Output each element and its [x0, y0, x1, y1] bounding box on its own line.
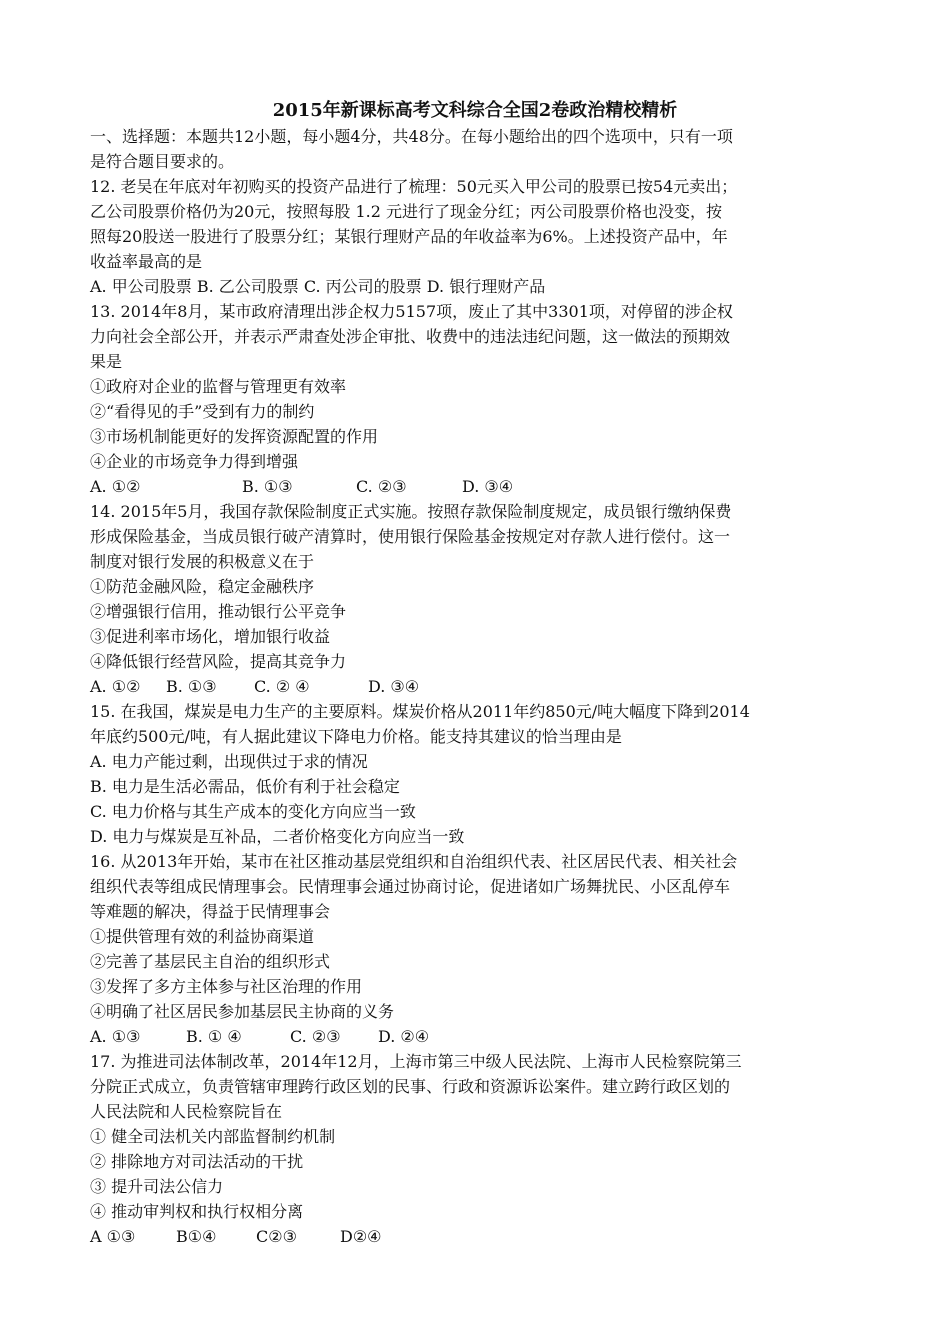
question-options — [90, 1224, 880, 1249]
statement-item: ③市场机制能更好的发挥资源配置的作用 — [90, 427, 379, 446]
question-stem-line: 15. 在我国，煤炭是电力生产的主要原料。煤炭价格从2011年约850元/吨大幅度下降到2014 — [90, 702, 750, 721]
option-b: B. ①③ — [166, 677, 217, 696]
question-stem-line: 13. 2014年8月，某市政府清理出涉企权力5157项，废止了其中3301项，对停留的涉企权 — [90, 302, 733, 321]
option-b: B. ①③ — [242, 477, 293, 496]
question-stem-line: 人民法院和人民检察院旨在 — [90, 1102, 283, 1121]
option-a: A. ①② — [90, 477, 141, 496]
option-b: B①④ — [176, 1227, 217, 1246]
text-line: 是符合题目要求的。 — [90, 152, 235, 171]
option-d: D. 电力与煤炭是互补品，二者价格变化方向应当一致 — [90, 827, 465, 846]
statement-item: ②增强银行信用，推动银行公平竞争 — [90, 602, 347, 621]
question-options — [90, 474, 880, 499]
instructions — [90, 124, 880, 174]
question-stem-line: 照每20股送一股进行了股票分红；某银行理财产品的年收益率为6%。上述投资产品中，年 — [90, 227, 728, 246]
question-stem-line: 12. 老吴在年底对年初购买的投资产品进行了梳理：50元买入甲公司的股票已按54元卖出； — [90, 177, 738, 196]
statement-item: ③发挥了多方主体参与社区治理的作用 — [90, 977, 363, 996]
option-b: B. 电力是生活必需品，低价有利于社会稳定 — [90, 777, 400, 796]
question-15 — [90, 699, 880, 849]
option-d: D②④ — [340, 1227, 382, 1246]
statement-item: ②“看得见的手”受到有力的制约 — [90, 402, 315, 421]
statement-item: ① 健全司法机关内部监督制约机制 — [90, 1127, 336, 1146]
question-14 — [90, 499, 880, 699]
option-a: A. 电力产能过剩，出现供过于求的情况 — [90, 752, 368, 771]
question-17 — [90, 1049, 880, 1249]
document-body — [90, 124, 880, 1249]
question-stem-line: 果是 — [90, 352, 123, 371]
question-stem-line: 年底约500元/吨，有人据此建议下降电力价格。能支持其建议的恰当理由是 — [90, 727, 622, 746]
option-c: C②③ — [256, 1227, 297, 1246]
statement-item: ② 排除地方对司法活动的干扰 — [90, 1152, 304, 1171]
statement-item: ③ 提升司法公信力 — [90, 1177, 224, 1196]
question-options — [90, 1024, 880, 1049]
option-d: D. ③④ — [368, 677, 420, 696]
question-stem-line: 分院正式成立，负责管辖审理跨行政区划的民事、行政和资源诉讼案件。建立跨行政区划的 — [90, 1077, 731, 1096]
document-title: 2015年新课标高考文科综合全国2卷政治精校精析 — [272, 100, 678, 121]
statement-item: ①政府对企业的监督与管理更有效率 — [90, 377, 347, 396]
question-stem-line: 14. 2015年5月，我国存款保险制度正式实施。按照存款保险制度规定，成员银行缴纳保费 — [90, 502, 732, 521]
question-stem-line: 16. 从2013年开始，某市在社区推动基层党组织和自治组织代表、社区居民代表、相关社会 — [90, 852, 738, 871]
question-options — [90, 674, 880, 699]
statement-item: ①防范金融风险，稳定金融秩序 — [90, 577, 315, 596]
question-stem-line: 组织代表等组成民情理事会。民情理事会通过协商讨论，促进诸如广场舞扰民、小区乱停车 — [90, 877, 731, 896]
statement-item: ④明确了社区居民参加基层民主协商的义务 — [90, 1002, 395, 1021]
option-c: C. ② ④ — [254, 677, 310, 696]
question-stem-line: 形成保险基金，当成员银行破产清算时，使用银行保险基金按规定对存款人进行偿付。这一 — [90, 527, 731, 546]
question-stem-line: 力向社会全部公开，并表示严肃查处涉企审批、收费中的违法违纪问题，这一做法的预期效 — [90, 327, 731, 346]
question-stem-line: 乙公司股票价格仍为20元，按照每股 1.2 元进行了现金分红；丙公司股票价格也没变，按 — [90, 202, 722, 221]
statement-item: ①提供管理有效的利益协商渠道 — [90, 927, 315, 946]
statement-item: ④降低银行经营风险，提高其竞争力 — [90, 652, 347, 671]
option-a: A ①③ — [90, 1227, 136, 1246]
option-d: D. ③④ — [462, 477, 514, 496]
question-options: A. 甲公司股票 B. 乙公司股票 C. 丙公司的股票 D. 银行理财产品 — [90, 277, 546, 296]
question-stem-line: 17. 为推进司法体制改革，2014年12月，上海市第三中级人民法院、上海市人民检察院第三 — [90, 1052, 742, 1071]
option-a: A. ①② — [90, 677, 141, 696]
statement-item: ④ 推动审判权和执行权相分离 — [90, 1202, 304, 1221]
question-stem-line: 制度对银行发展的积极意义在于 — [90, 552, 315, 571]
option-c: C. ②③ — [290, 1027, 341, 1046]
option-d: D. ②④ — [378, 1027, 430, 1046]
text-line: 一、选择题：本题共12小题，每小题4分，共48分。在每小题给出的四个选项中，只有一项 — [90, 127, 733, 146]
statement-item: ②完善了基层民主自治的组织形式 — [90, 952, 331, 971]
question-stem-line: 等难题的解决，得益于民情理事会 — [90, 902, 331, 921]
statement-item: ③促进利率市场化，增加银行收益 — [90, 627, 331, 646]
question-13 — [90, 299, 880, 499]
question-16 — [90, 849, 880, 1049]
question-12 — [90, 174, 880, 299]
statement-item: ④企业的市场竞争力得到增强 — [90, 452, 299, 471]
option-c: C. ②③ — [356, 477, 407, 496]
option-c: C. 电力价格与其生产成本的变化方向应当一致 — [90, 802, 416, 821]
option-a: A. ①③ — [90, 1027, 141, 1046]
question-stem-line: 收益率最高的是 — [90, 252, 203, 271]
option-b: B. ① ④ — [186, 1027, 242, 1046]
